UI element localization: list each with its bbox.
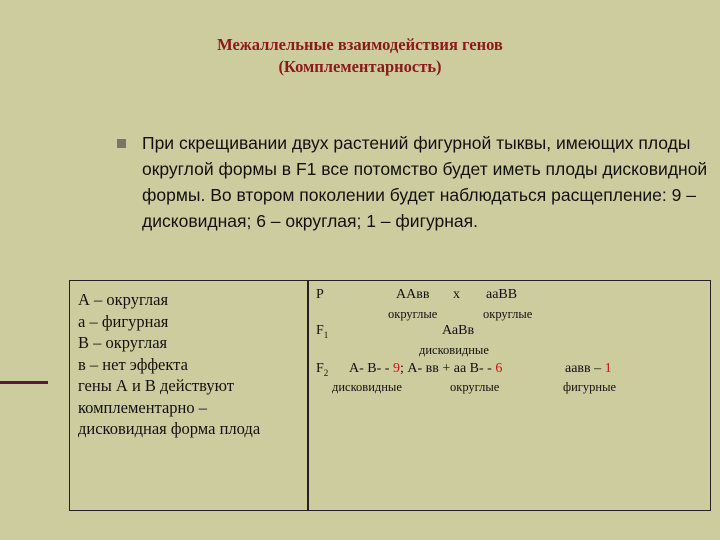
scheme-table (69, 280, 711, 511)
f2-phenotype-discoid: дисковидные (332, 380, 402, 394)
legend-line: дисковидная форма плода (78, 419, 261, 438)
f1-genotype: АаВв (442, 323, 475, 338)
legend-line: в – нет эффекта (78, 354, 188, 374)
p-parent1-phenotype: округлые (388, 307, 438, 321)
legend-line: комплементарно – (78, 397, 207, 417)
f2-segregation: А- В- - 9; А- вв + аа В- - 6 (349, 361, 503, 376)
legend-line: В – округлая (78, 333, 168, 352)
f2-phenotype-round: округлые (450, 380, 500, 394)
f2-phenotype-elongated: фигурные (563, 380, 617, 394)
p-label: P (316, 287, 324, 302)
title-line-2: (Комплементарность) (278, 57, 442, 76)
legend-line: А – округлая (78, 290, 169, 309)
bullet-square-icon (117, 139, 126, 148)
decorative-line (0, 381, 48, 384)
p-parent1-genotype: ААвв (396, 287, 430, 302)
p-parent2-phenotype: округлые (483, 307, 533, 321)
bullet-paragraph: При скрещивании двух растений фигурной тыквы, имеющих плоды округлой формы в F1 все потомство будет иметь плоды дисковидной формы. Во втором поколении будет наблюдаться расщепление: 9 – дисковидная; 6 – округлая; 1 – фигурная. (142, 133, 708, 231)
cross-sign: х (453, 287, 460, 302)
f2-label: $F_2$ (316, 361, 329, 378)
f1-phenotype: дисковидные (419, 343, 489, 357)
legend-line: гены А и В действуют (78, 376, 234, 395)
f1-label: $F_1$ (316, 323, 329, 340)
slide-title (0, 34, 720, 78)
cross-scheme (70, 281, 710, 510)
title-line-1: Межаллельные взаимодействия генов (217, 35, 503, 54)
legend-line: а – фигурная (78, 311, 169, 331)
p-parent2-genotype: ааВВ (486, 287, 518, 302)
f2-recessive: аавв – 1 (565, 361, 612, 376)
